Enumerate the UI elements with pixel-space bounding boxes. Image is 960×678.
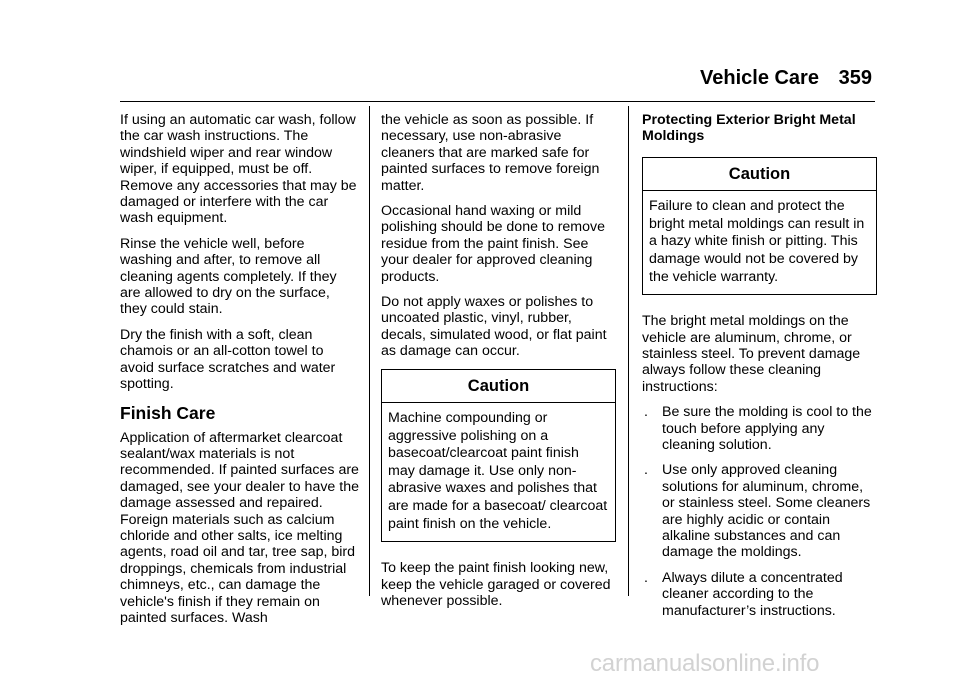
paragraph-keep-new: To keep the paint finish looking new, keep the vehicle garaged or covered whenever possible. [381,560,611,610]
caution-title: Caution [382,370,615,403]
list-item-text: Use only approved cleaning solutions for aluminum, chrome, or stainless steel. Some cleaners are highly acidic or contain alkaline substances and can damage the moldings. [662,462,871,561]
column-1 [120,112,360,635]
caution-text: Machine compounding or aggressive polishing on a basecoat/clearcoat paint finish may damage it. Use only non-abrasive waxes and polishes that are made for a basecoat/ clearcoat paint finish on the vehicle. [388,410,608,532]
list-item [642,570,877,619]
watermark: carmanualsonline.info [590,650,820,677]
paragraph-wash-soon: the vehicle as soon as possible. If necessary, use non-abrasive cleaners that are marked safe for painted surfaces to remove foreign matter. [381,112,600,194]
paragraph-car-wash: If using an automatic car wash, follow the car wash instructions. The windshield wiper and rear window wiper, if equipped, must be off. Remove any accessories that may be damaged or interfere with the car wash equipment. [120,112,357,227]
paragraph-rinse: Rinse the vehicle well, before washing and after, to remove all cleaning agents completely. If they are allowed to dry on the surface, they could stain. [120,235,337,318]
header-divider [120,101,875,102]
section-title: Vehicle Care [700,67,819,89]
bullet-mark: . [644,404,648,421]
paragraph-finish-care: Application of aftermarket clearcoat sealant/wax materials is not recommended. If painted surfaces are damaged, see your dealer to have the damage assessed and repaired. Foreign materials such as calcium chloride and other salts, ice melting agents, road oil and tar, tree sap, bird droppings, chemicals from industrial chimneys, etc., can damage the vehicle's finish if they remain on painted surfaces. Wash [120,429,359,626]
caution-box-moldings [642,157,877,295]
list-item-text: Be sure the molding is cool to the touch before applying any cleaning solution. [662,404,872,454]
paragraph-waxing: Occasional hand waxing or mild polishing should be done to remove residue from the paint finish. See your dealer for approved cleaning products. [381,203,606,285]
paragraph-dry: Dry the finish with a soft, clean chamois or an all-cotton towel to avoid surface scratches and water spotting. [120,326,336,393]
bullet-mark: . [644,569,648,586]
cleaning-instructions-list [642,404,877,619]
list-item [642,404,877,453]
column-divider-1 [369,106,370,596]
column-divider-2 [628,106,629,596]
column-3 [642,112,877,628]
paragraph-moldings: The bright metal moldings on the vehicle are aluminum, chrome, or stainless steel. To prevent damage always follow these cleaning instructions: [642,313,861,395]
list-item-text: Always dilute a concentrated cleaner according to the manufacturer’s instructions. [662,569,843,619]
subheading-bright-metal: Protecting Exterior Bright Metal Moldings [642,112,856,145]
paragraph-no-wax: Do not apply waxes or polishes to uncoated plastic, vinyl, rubber, decals, simulated wood, or flat paint as damage can occur. [381,294,607,360]
heading-finish-care: Finish Care [120,402,216,423]
bullet-mark: . [644,462,648,479]
page-header [700,67,872,90]
list-item [642,462,877,560]
caution-title: Caution [643,158,876,191]
page-number: 359 [838,67,872,89]
caution-box-polishing [381,369,616,543]
column-2 [381,112,616,618]
caution-text: Failure to clean and protect the bright metal moldings can result in a hazy white finish or pitting. This damage would not be covered by the vehicle warranty. [649,198,865,285]
